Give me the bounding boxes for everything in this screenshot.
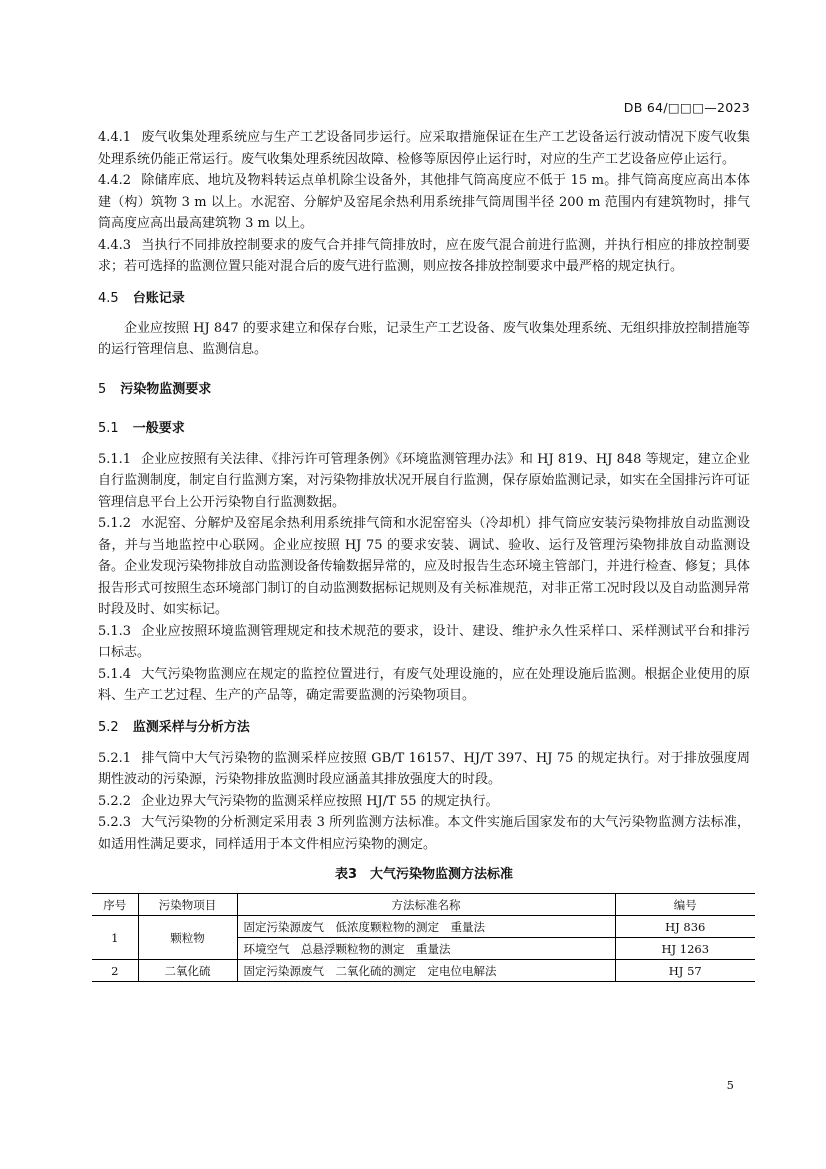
section-4-5-text: 企业应按照 HJ 847 的要求建立和保存台账，记录生产工艺设备、废气收集处理系统、无组织排放控制措施等的运行管理信息、监测信息。	[98, 320, 750, 357]
clause-5-2-2	[98, 791, 750, 813]
section-heading-5-1	[98, 418, 750, 439]
cell-code: HJ 1263	[615, 938, 755, 960]
clause-text: 企业应按照有关法律、《排污许可管理条例》《环境监测管理办法》和 HJ 819、HJ 848 等规定，建立企业自行监测制度，制定自行监测方案，对污染物排放状况开展自行监测，保存原始监测记录，如实在全国排污许可证管理信息平台上公开污染物自行监测数据。	[98, 451, 750, 510]
clause-number: 5.2.3	[98, 815, 132, 830]
clause-number: 4.4.3	[98, 237, 132, 253]
cell-pollutant: 二氧化硫	[138, 960, 237, 982]
clause-number: 5.1.2	[98, 516, 132, 531]
section-number: 4.5	[98, 290, 119, 306]
section-number: 5.2	[98, 719, 119, 735]
table-header-row	[92, 894, 755, 916]
clause-text: 当执行不同排放控制要求的废气合并排气筒排放时，应在废气混合前进行监测，并执行相应的排放控制要求；若可选择的监测位置只能对混合后的废气进行监测，则应按各排放控制要求中最严格的规定执行。	[98, 237, 750, 274]
clause-number: 5.1.4	[98, 666, 132, 682]
clause-text: 大气污染物的分析测定采用表 3 所列监测方法标准。本文件实施后国家发布的大气污染物监测方法标准，如适用性满足要求，同样适用于本文件相应污染物的测定。	[98, 815, 750, 852]
cell-pollutant: 颗粒物	[138, 916, 237, 960]
page-number: 5	[726, 1078, 734, 1092]
clause-4-4-2	[98, 170, 750, 235]
cell-method: 固定污染源废气 二氧化硫的测定 定电位电解法	[237, 960, 615, 982]
page-body	[98, 127, 750, 982]
document-code-header: DB 64/□□□—2023	[623, 100, 750, 115]
table-3-title: 表3 大气污染物监测方法标准	[334, 867, 514, 882]
clause-number: 5.2.1	[98, 750, 132, 766]
clause-number: 5.1.1	[98, 451, 132, 467]
clause-text: 废气收集处理系统应与生产工艺设备同步运行。应采取措施保证在生产工艺设备运行波动情况下废气收集处理系统仍能正常运行。废气收集处理系统因故障、检修等原因停止运行时，对应的生产工艺设备应停止运行。	[98, 130, 750, 167]
section-number: 5	[98, 381, 107, 397]
clause-4-4-1	[98, 127, 750, 170]
cell-code: HJ 836	[615, 916, 755, 938]
cell-no: 1	[92, 916, 138, 960]
clause-number: 4.4.2	[98, 173, 132, 188]
table-row	[92, 916, 755, 938]
column-header-no: 序号	[92, 894, 138, 916]
cell-method: 固定污染源废气 低浓度颗粒物的测定 重量法	[237, 916, 615, 938]
column-header-code: 编号	[615, 894, 755, 916]
cell-no: 2	[92, 960, 138, 982]
section-heading-5-2	[98, 717, 750, 738]
clause-number: 4.4.1	[98, 130, 132, 145]
section-title: 台账记录	[132, 290, 185, 306]
section-title: 一般要求	[132, 420, 185, 436]
table-row	[92, 960, 755, 982]
section-heading-5	[98, 379, 750, 400]
section-title: 监测采样与分析方法	[132, 719, 250, 735]
clause-4-4-3	[98, 235, 750, 278]
clause-5-1-1	[98, 449, 750, 514]
clause-5-1-3	[98, 621, 750, 664]
section-number: 5.1	[98, 420, 119, 436]
clause-number: 5.1.3	[98, 623, 132, 639]
column-header-pollutant: 污染物项目	[138, 894, 237, 916]
clause-5-2-3	[98, 812, 750, 855]
clause-number: 5.2.2	[98, 793, 132, 809]
clause-text: 水泥窑、分解炉及窑尾余热利用系统排气筒和水泥窑窑头（冷却机）排气筒应安装污染物排放自动监测设备，并与当地监控中心联网。企业应按照 HJ 75 的要求安装、调试、验收、运行及管理污染物排放自动监测设备。企业发现污染物排放自动监测设备传输数据异常的，应及时报告生态环境主管部门，并进行检查、修复；具体报告形式可按照生态环境部门制订的自动监测数据标记规则及有关标准规范，对非正常工况时段以及自动监测异常时段及时、如实标记。	[98, 516, 750, 617]
section-heading-4-5	[98, 288, 750, 309]
clause-text: 企业应按照环境监测管理规定和技术规范的要求，设计、建设、维护永久性采样口、采样测试平台和排污口标志。	[98, 623, 750, 660]
table-3	[92, 893, 755, 982]
cell-code: HJ 57	[615, 960, 755, 982]
column-header-method: 方法标准名称	[237, 894, 615, 916]
clause-text: 大气污染物监测应在规定的监控位置进行，有废气处理设施的，应在处理设施后监测。根据企业使用的原料、生产工艺过程、生产的产品等，确定需要监测的污染物项目。	[98, 666, 750, 703]
clause-text: 企业边界大气污染物的监测采样应按照 HJ/T 55 的规定执行。	[141, 793, 499, 809]
cell-method: 环境空气 总悬浮颗粒物的测定 重量法	[237, 938, 615, 960]
section-title: 污染物监测要求	[120, 381, 212, 397]
clause-5-1-2	[98, 513, 750, 621]
clause-5-2-1	[98, 748, 750, 791]
clause-text: 除储库底、地坑及物料转运点单机除尘设备外，其他排气筒高度应不低于 15 m。排气筒高度应高出本体建（构）筑物 3 m 以上。水泥窑、分解炉及窑尾余热利用系统排气筒周围半径 200 m 范围内有建筑物时，排气筒高度应高出最高建筑物 3 m 以上。	[98, 173, 750, 231]
clause-5-1-4	[98, 664, 750, 707]
clause-text: 排气筒中大气污染物的监测采样应按照 GB/T 16157、HJ/T 397、HJ 75 的规定执行。对于排放强度周期性波动的污染源，污染物排放监测时段应涵盖其排放强度大的时段。	[98, 750, 750, 787]
